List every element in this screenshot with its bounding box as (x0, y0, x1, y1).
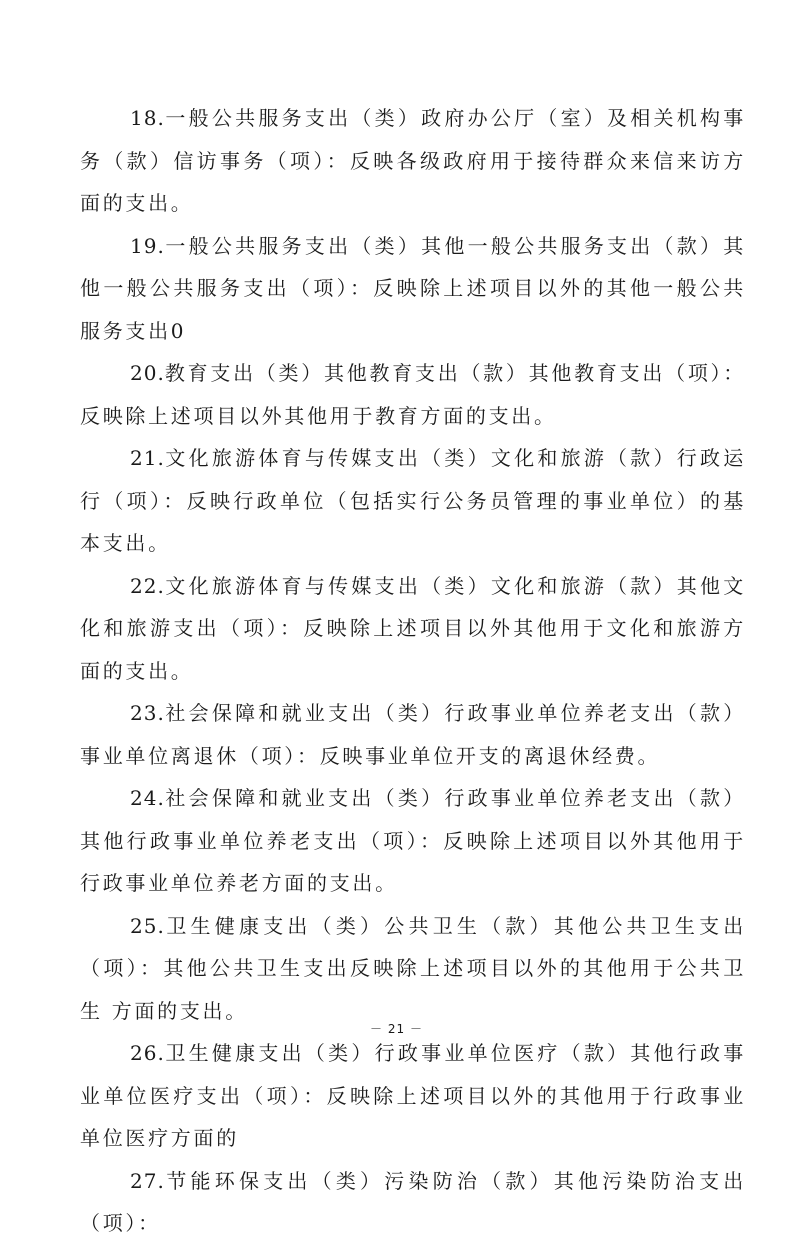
item-text: 一般公共服务支出（类）其他一般公共服务支出（款）其他一般公共服务支出（项）：反映除上述项目以外的其他一般公共服务支出0 (80, 233, 746, 343)
item-number: 27. (130, 1168, 165, 1193)
paragraph-24 (80, 777, 746, 905)
item-number: 22. (130, 573, 165, 598)
paragraph-19 (80, 225, 746, 353)
document-body (80, 97, 746, 1245)
paragraph-18 (80, 97, 746, 225)
item-number: 20. (130, 361, 165, 385)
paragraph-27 (80, 1160, 746, 1245)
item-text: 文化旅游体育与传媒支出（类）文化和旅游（款）行政运行（项）：反映行政单位（包括实行公务员管理的事业单位）的基本支出。 (80, 446, 746, 555)
paragraph-25 (80, 905, 746, 1033)
item-text: 文化旅游体育与传媒支出（类）文化和旅游（款）其他文化和旅游支出（项）：反映除上述项目以外其他用于文化和旅游方面的支出。 (80, 573, 746, 683)
item-text: 节能环保支出（类）污染防治（款）其他污染防治支出（项）： (80, 1168, 746, 1235)
paragraph-23 (80, 692, 746, 777)
item-number: 23. (130, 701, 165, 725)
item-number: 19. (130, 233, 165, 258)
item-text: 社会保障和就业支出（类）行政事业单位养老支出（款）其他行政事业单位养老支出（项）：反映除上述项目以外其他用于行政事业单位养老方面的支出。 (80, 786, 746, 895)
paragraph-22 (80, 565, 746, 693)
item-text: 社会保障和就业支出（类）行政事业单位养老支出（款）事业单位离退休（项）：反映事业单位开支的离退休经费。 (80, 701, 746, 768)
paragraph-26 (80, 1032, 746, 1160)
item-number: 18. (130, 106, 165, 130)
item-number: 21. (130, 446, 165, 470)
item-text: 卫生健康支出（类）公共卫生（款）其他公共卫生支出（项）：其他公共卫生支出反映除上述项目以外的其他用于公共卫生 方面的支出。 (80, 913, 746, 1023)
item-text: 教育支出（类）其他教育支出（款）其他教育支出（项）：反映除上述项目以外其他用于教育方面的支出。 (80, 361, 746, 428)
item-number: 25. (130, 913, 165, 938)
item-text: 一般公共服务支出（类）政府办公厅（室）及相关机构事务（款）信访事务（项）：反映各级政府用于接待群众来信来访方面的支出。 (80, 106, 746, 215)
paragraph-20 (80, 352, 746, 437)
item-number: 26. (130, 1041, 165, 1065)
item-text: 卫生健康支出（类）行政事业单位医疗（款）其他行政事业单位医疗支出（项）：反映除上述项目以外的其他用于行政事业单位医疗方面的 (80, 1041, 746, 1150)
item-number: 24. (130, 786, 165, 810)
paragraph-21 (80, 437, 746, 565)
page-number: － 21 － (370, 1022, 423, 1036)
